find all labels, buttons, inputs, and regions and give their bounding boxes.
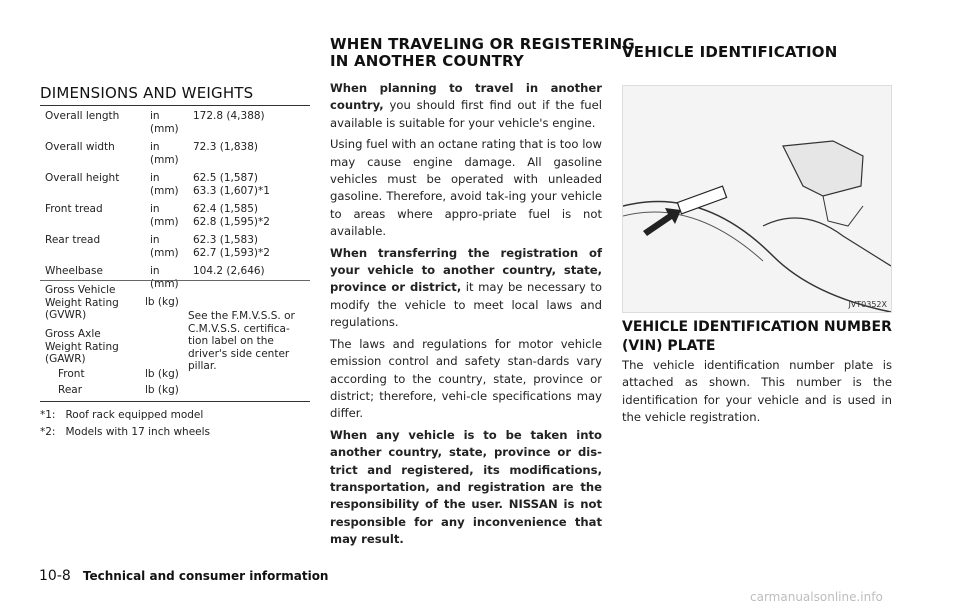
dimensions-heading: DIMENSIONS AND WEIGHTS (40, 84, 254, 102)
dimension-label: Rear tread (45, 234, 101, 246)
page-footer (39, 568, 328, 584)
paragraph-5 (330, 427, 602, 549)
weights-note: See the F.M.V.S.S. or C.M.V.S.S. certifica- tion label on the driver's side center pillar. (188, 310, 295, 372)
unit-in: in (150, 203, 160, 215)
dimension-label: Overall length (45, 110, 120, 122)
unit-mm: (mm) (150, 216, 179, 228)
vin-plate-heading: VEHICLE IDENTIFICATION NUMBER (VIN) PLATE (622, 319, 892, 354)
traveling-heading-line1: WHEN TRAVELING OR REGISTERING (330, 35, 635, 53)
footnote-2: *2: Models with 17 inch wheels (40, 426, 211, 438)
page-number: 10-8 (39, 568, 71, 584)
front-label: Front (58, 368, 85, 380)
unit-mm: (mm) (150, 278, 179, 290)
table-row (40, 234, 310, 265)
dimension-label: Overall height (45, 172, 120, 184)
dimension-value: 72.3 (1,838) (193, 141, 258, 153)
vin-plate-body: The vehicle identification number plate is attached as shown. This number is the identification for your vehicle and is used in the vehicle registration. (622, 358, 892, 425)
table-row (40, 203, 310, 234)
dimension-value: 104.2 (2,646) (193, 265, 265, 277)
gvwr-label: Gross Vehicle Weight Rating (GVWR) (45, 284, 119, 321)
unit-in: in (150, 141, 160, 153)
paragraph-5-bold: When any vehicle is to be taken into another country, state, province or dis-trict and registered, its modifications, transportation, and registration are the responsibility of the user. NISSAN is not responsible for any inconvenience that may result. (330, 427, 602, 547)
gawr-label: Gross Axle Weight Rating (GAWR) (45, 328, 119, 365)
vehicle-id-heading: VEHICLE IDENTIFICATION (622, 43, 838, 61)
unit-in: in (150, 110, 160, 122)
dimension-value: 172.8 (4,388) (193, 110, 265, 122)
vin-plate-illustration (622, 85, 892, 313)
section-title: Technical and consumer information (82, 569, 329, 583)
front-unit: lb (kg) (145, 368, 179, 380)
paragraph-1-bold: When planning to travel in another country, (330, 81, 602, 113)
gvwr-unit: lb (kg) (145, 296, 179, 308)
paragraph-4: The laws and regulations for motor vehicle emission control and safety stan-dards vary according to the country, state, province or district; therefore, vehi-cle specifications may differ. (330, 336, 602, 421)
vin-plate-drawing (623, 86, 891, 312)
rear-unit: lb (kg) (145, 384, 179, 396)
table-mid-rule (40, 280, 310, 281)
dimension-label: Wheelbase (45, 265, 103, 277)
traveling-heading-line2: IN ANOTHER COUNTRY (330, 52, 524, 70)
unit-in: in (150, 172, 160, 184)
paragraph-2: Using fuel with an octane rating that is too low may cause engine damage. All gasoline vehicles must be operated with unleaded gasoline. Therefore, avoid tak-ing your vehicle to areas where appro-priate fuel is not available. (330, 137, 602, 239)
unit-mm: (mm) (150, 154, 179, 166)
paragraph-1 (330, 80, 602, 132)
unit-mm: (mm) (150, 123, 179, 135)
dimension-value: 62.4 (1,585) 62.8 (1,595)*2 (193, 203, 270, 228)
watermark: carmanualsonline.info (750, 590, 883, 604)
table-row (40, 172, 310, 203)
unit-mm: (mm) (150, 247, 179, 259)
dimension-label: Overall width (45, 141, 115, 153)
table-top-rule (40, 105, 310, 106)
dimension-unit (150, 110, 193, 141)
rear-label: Rear (58, 384, 83, 396)
paragraph-1-rest: you should first find out if the fuel available is suitable for your vehicle's engine. (330, 98, 602, 130)
dimension-unit (150, 234, 193, 265)
table-row (40, 110, 310, 141)
dimension-unit (150, 203, 193, 234)
dimension-label: Front tread (45, 203, 103, 215)
unit-in: in (150, 234, 160, 246)
table-row (40, 141, 310, 172)
footnote-1: *1: Roof rack equipped model (40, 409, 204, 421)
table-bottom-rule (40, 401, 310, 402)
paragraph-3 (330, 245, 602, 332)
dimension-unit (150, 141, 193, 172)
paragraph-3-rest: it may be necessary to modify the vehicle to meet local laws and regulations. (330, 280, 602, 330)
dimensions-table (40, 110, 310, 296)
dimension-unit (150, 172, 193, 203)
unit-mm: (mm) (150, 185, 179, 197)
traveling-body (330, 80, 602, 553)
paragraph-3-bold: When transferring the registration of your vehicle to another country, state, province or district, (330, 245, 602, 295)
dimension-value: 62.3 (1,583) 62.7 (1,593)*2 (193, 234, 270, 259)
unit-in: in (150, 265, 160, 277)
dimension-value: 62.5 (1,587) 63.3 (1,607)*1 (193, 172, 270, 197)
image-caption: JVT0352X (848, 300, 887, 309)
